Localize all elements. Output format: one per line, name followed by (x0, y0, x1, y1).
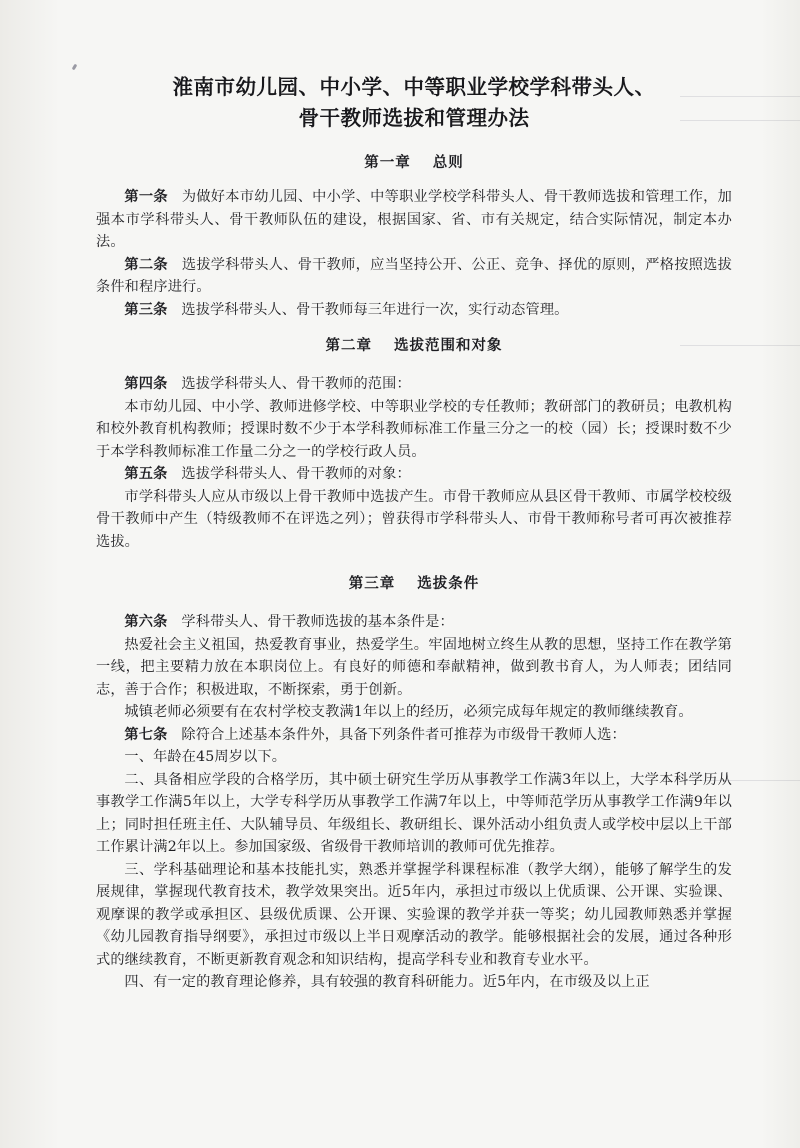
chapter-name: 选拔条件 (417, 576, 480, 592)
chapter-name: 选拔范围和对象 (394, 338, 503, 354)
chapter-2-heading (96, 335, 732, 357)
article-6-body-1: 热爱社会主义祖国，热爱教育事业，热爱学生。牢固地树立终生从教的思想，坚持工作在教学第一线，把主要精力放在本职岗位上。有良好的师德和奉献精神，做到教书育人，为人师表；团结同志，善于合作；积极进取，不断探索，勇于创新。 (96, 636, 732, 698)
article-label: 第四条 (124, 376, 168, 392)
article-7-item: 三、学科基础理论和基本技能扎实，熟悉并掌握学科课程标准（教学大纲），能够了解学生的发展规律，掌握现代教育技术，教学效果突出。近5年内，承担过市级以上优质课、公开课、实验课、观摩课的教学或承担区、县级优质课、公开课、实验课的教学并获一等奖；幼儿园教师熟悉并掌握《幼儿园教育指导纲要》，承担过市级以上半日观摩活动的教学。能够根据社会的发展，通过各种形式的继续教育，不断更新教育观念和知识结构，提高学科专业和教育专业水平。 (96, 861, 732, 968)
article-1 (96, 186, 732, 254)
article-7-item: 四、有一定的教育理论修养，具有较强的教育科研能力。近5年内，在市级及以上正 (124, 974, 650, 990)
chapter-label: 第一章 (364, 155, 411, 171)
article-7-item: 二、具备相应学段的合格学历，其中硕士研究生学历从事教学工作满3年以上，大学本科学历从事教学工作满5年以上，大学专科学历从事教学工作满7年以上，中等师范学历从事教学工作满9年以上；同时担任班主任、大队辅导员、年级组长、教研组长、课外活动小组负责人或学校中层以上干部工作累计满2年以上。参加国家级、省级骨干教师培训的教师可优先推荐。 (96, 771, 732, 855)
article-text: 学科带头人、骨干教师选拔的基本条件是： (181, 614, 454, 630)
article-text: 选拔学科带头人、骨干教师每三年进行一次，实行动态管理。 (181, 301, 569, 318)
article-5 (96, 463, 732, 486)
article-7-item: 一、年龄在45周岁以下。 (124, 749, 287, 765)
article-2 (96, 254, 732, 299)
document-body (96, 72, 732, 994)
article-6-body-2: 城镇老师必须要有在农村学校支教满1年以上的经历，必须完成每年规定的教师继续教育。 (124, 704, 693, 720)
article-label: 第六条 (124, 614, 168, 630)
article-label: 第三条 (124, 301, 168, 318)
article-text: 选拔学科带头人、骨干教师的对象： (181, 466, 411, 482)
chapter-label: 第二章 (325, 338, 372, 354)
chapter-1-heading (96, 152, 732, 174)
article-3 (96, 299, 732, 322)
chapter-label: 第三章 (348, 576, 396, 592)
title-line-1: 淮南市幼儿园、中小学、中等职业学校学科带头人、 (172, 75, 656, 99)
article-4 (96, 373, 732, 396)
article-text: 除符合上述基本条件外，具备下列条件者可推荐为市级骨干教师人选： (181, 726, 626, 743)
article-5-body: 市学科带头人应从市级以上骨干教师中选拔产生。市骨干教师应从县区骨干教师、市属学校校级骨干教师中产生（特级教师不在评选之列）；曾获得市学科带头人、市骨干教师称号者可再次被推荐选拔。 (96, 488, 732, 550)
article-label: 第五条 (124, 466, 168, 482)
document-title (96, 72, 732, 134)
article-label: 第一条 (124, 189, 168, 205)
article-7 (96, 724, 732, 747)
article-6 (96, 611, 732, 634)
article-label: 第七条 (124, 726, 168, 743)
article-text: 选拔学科带头人、骨干教师，应当坚持公开、公正、竞争、择优的原则，严格按照选拔条件和程序进行。 (96, 256, 733, 295)
article-label: 第二条 (124, 256, 168, 273)
title-line-2: 骨干教师选拔和管理办法 (298, 106, 530, 130)
scan-speck (72, 64, 78, 71)
chapter-3-heading (96, 573, 732, 595)
chapter-name: 总则 (432, 155, 464, 171)
article-4-body: 本市幼儿园、中小学、教师进修学校、中等职业学校的专任教师；教研部门的教研员；电教机构和校外教育机构教师；授课时数不少于本学科教师标准工作量三分之一的校（园）长；授课时数不少于本学科教师标准工作量二分之一的学校行政人员。 (96, 398, 732, 460)
article-text: 为做好本市幼儿园、中小学、中等职业学校学科带头人、骨干教师选拔和管理工作，加强本市学科带头人、骨干教师队伍的建设，根据国家、省、市有关规定，结合实际情况，制定本办法。 (96, 189, 733, 250)
article-text: 选拔学科带头人、骨干教师的范围： (181, 376, 411, 392)
